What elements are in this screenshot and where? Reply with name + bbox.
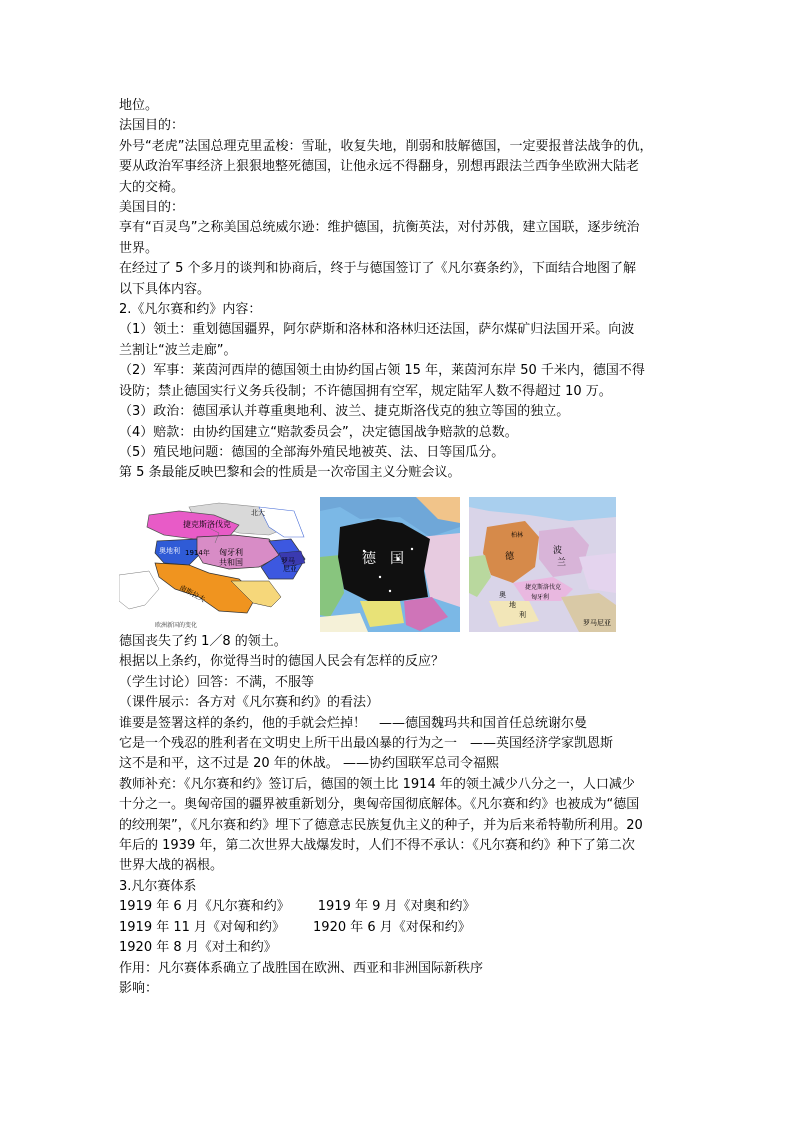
paragraph-line: 教师补充：《凡尔赛和约》签订后，德国的领土比 1914 年的领土减少八分之一，人口减少 [119,776,635,792]
map-label: 奥 [499,591,506,599]
treaty-entry: 1920 年 8 月《对土和约》 [119,940,277,956]
paragraph-line: 3.凡尔赛体系 [119,878,197,894]
paragraph-line: 要从政治军事经济上狠狠地整死德国，让他永远不得翻身，别想再跟法兰西争坐欧洲大陆老 [119,159,640,175]
map-label: 德 [505,552,515,562]
paragraph-line: （3）政治：德国承认并尊重奥地利、波兰、捷克斯洛伐克的独立等国的独立。 [119,404,570,420]
map-label: 波 [553,546,563,556]
paragraph-line: 设防；禁止德国实行义务兵役制；不许德国拥有空军，规定陆军人数不得超过 10 万。 [119,383,612,399]
paragraph-line: 在经过了 5 个多月的谈判和协商后，终于与德国签订了《凡尔赛条约》，下面结合地图了解 [119,261,637,277]
paragraph-line: 十分之一。奥匈帝国的疆界被重新划分，奥匈帝国彻底解体。《凡尔赛和约》也被成为“德国 [119,797,640,813]
paragraph-line: 享有“百灵鸟”之称美国总统威尔逊：维护德国，抗衡英法，对付苏俄，建立国联，逐步统治 [119,220,640,236]
paragraph-line: 作用：凡尔赛体系确立了战胜国在欧洲、西亚和非洲国际新秩序 [119,960,484,976]
treaty-line [119,897,679,917]
treaty-line [119,938,679,958]
paragraph-line: 德国丧失了约 1／8 的领土。 [119,634,287,649]
paragraph-line: 这不是和平，这不过是 20 年的休战。 ——协约国联军总司令福熙 [119,756,499,772]
paragraph-line: 影响： [119,980,159,996]
germany-territory-map [320,497,460,632]
paragraph-line: （4）赔款：由协约国建立“赔款委员会”，决定德国战争赔款的总数。 [119,424,518,440]
paragraph-line: 它是一个残忍的胜利者在文明史上所干出最凶暴的行为之一 ——英国经济学家凯恩斯 [119,736,614,752]
paragraph-line: 世界。 [119,240,159,256]
paragraph-line: 大的交椅。 [119,179,185,195]
paragraph-line: 外号“老虎”法国总理克里孟梭：雪耻，收复失地，削弱和肢解德国，一定要报普法战争的仇， [119,138,653,154]
map-label: 罗马 [281,557,295,565]
paragraph-line: 世界大战的祸根。 [119,858,224,874]
paragraph-line: 的绞刑架”，《凡尔赛和约》埋下了德意志民族复仇主义的种子，并为后来希特勒所利用。20 [119,817,643,833]
paragraph-line: 根据以上条约，你觉得当时的德国人民会有怎样的反应？ [119,654,445,670]
map-label: 捷克斯洛伐克 [183,520,231,529]
map-label: 匈牙利 [531,594,550,601]
map-label: 南斯拉夫 [178,583,207,604]
paragraph-line: （2）军事：莱茵河西岸的德国领土由协约国占领 15 年，莱茵河东岸 50 千米内，德国不得 [119,363,645,379]
treaty-line [119,918,679,938]
paragraph-line: 美国目的： [119,200,185,216]
map-label: 共和国 [219,558,243,567]
paragraph-line: （课件展示：各方对《凡尔赛和约》的看法） [119,695,380,711]
map-label: 匈牙利 [219,548,243,557]
paragraph-line: （1）领土：重划德国疆界，阿尔萨斯和洛林和洛林归还法国，萨尔煤矿归法国开采。向波 [119,322,635,338]
paragraph-line: 以下具体内容。 [119,281,211,297]
treaty-entry: 1919 年 6 月《凡尔赛和约》 [119,899,290,915]
paragraph-line: 2.《凡尔赛和约》内容： [119,302,262,318]
map-label: 尼亚 [283,565,297,573]
map-label: 柏林 [511,532,524,539]
map-label: 利 [519,611,526,619]
map-label: 德 国 [362,551,404,567]
paragraph-line: （5）殖民地问题：德国的全部海外殖民地被英、法、日等国瓜分。 [119,444,505,460]
map-label: 兰 [557,558,567,568]
map-label: 罗马尼亚 [583,619,611,627]
paragraph-line: 第 5 条最能反映巴黎和会的性质是一次帝国主义分赃会议。 [119,465,461,481]
map-label: 地 [509,601,516,609]
paragraph-line: 地位。 [119,98,159,113]
map-figures [119,497,619,632]
map-label: 北大 [251,509,265,517]
treaty-entry: 1919 年 11 月《对匈和约》 [119,919,286,935]
treaty-entry: 1920 年 6 月《对保和约》 [313,919,471,935]
paragraph-line: 年后的 1939 年，第二次世界大战爆发时，人们不得不承认：《凡尔赛和约》种下了第二次 [119,838,635,854]
map-label: 捷克斯洛伐克 [525,584,562,591]
europe-new-states-map [119,497,311,632]
central-europe-map [469,497,616,632]
body-text-top [119,96,677,484]
map-label: 1914年 [185,549,210,557]
map-caption: 欧洲新国的变化 [155,622,198,629]
paragraph-line: 法国目的： [119,118,185,134]
body-text-bottom [119,632,679,999]
map-label: 奥地利 [159,547,180,555]
paragraph-line: 兰割让“波兰走廊”。 [119,342,237,358]
paragraph-line: 谁要是签署这样的条约，他的手就会烂掉！ ——德国魏玛共和国首任总统谢尔曼 [119,715,588,731]
paragraph-line: （学生讨论）回答：不满，不服等 [119,674,315,690]
treaty-entry: 1919 年 9 月《对奥和约》 [317,899,476,915]
